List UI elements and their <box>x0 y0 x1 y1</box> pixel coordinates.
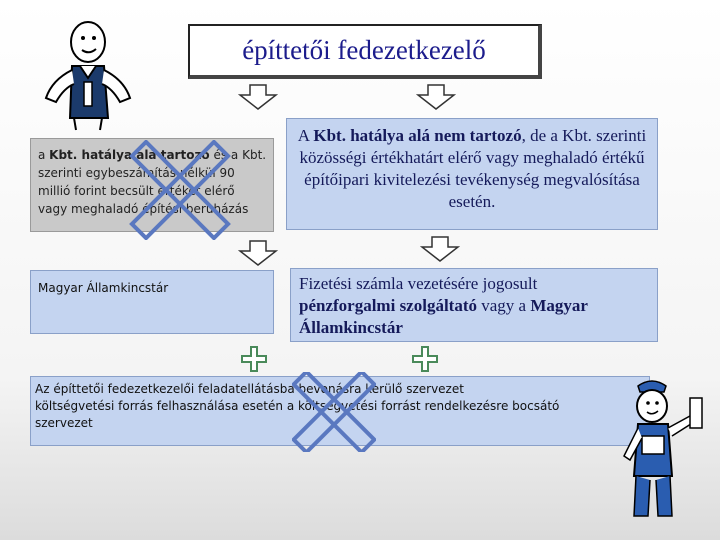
scope-box-out-kbt <box>286 118 658 230</box>
scope-rest: és a Kbt. szerinti egybeszámítás nélkül 90 millió forint becsült értéket elérő vagy meghaladó építési beruházás <box>38 148 267 216</box>
painter-figure-icon <box>620 376 716 526</box>
scope-prefix: A <box>297 126 314 145</box>
scope-rest: , de a Kbt. szerinti közösségi értékhatárt elérő vagy meghaladó értékű építőipari kivitelezési tevékenység megvalósítása esetén. <box>299 126 647 211</box>
worker-figure-icon <box>36 20 136 132</box>
result-line: Fizetési számla vezetésére jogosult <box>299 274 538 293</box>
bottom-line: költségvetési forrás felhasználása esetén a költségvetési forrást rendelkezésre bocsátó <box>35 399 560 413</box>
bottom-line: szervezet <box>35 416 93 430</box>
result-box-right <box>290 268 658 342</box>
result-mid: vagy a <box>477 296 531 315</box>
scope-bold: Kbt. hatálya alá nem tartozó <box>313 126 522 145</box>
down-arrow-icon <box>416 84 456 110</box>
cross-mark-icon <box>128 140 232 240</box>
result-bold: pénzforgalmi szolgáltató <box>299 296 477 315</box>
page-title: építtetői fedezetkezelő <box>242 35 486 65</box>
down-arrow-icon <box>238 240 278 266</box>
result-box-left <box>30 270 274 334</box>
scope-bold: Kbt. hatálya alá tartozó <box>49 148 210 162</box>
bottom-line: Az építtetői fedezetkezelői feladatellátásba bevonásra kerülő szervezet <box>35 382 464 396</box>
down-arrow-icon <box>238 84 278 110</box>
down-arrow-icon <box>420 236 460 262</box>
cross-mark-icon <box>292 372 376 452</box>
title-box <box>188 24 542 79</box>
result-text: Magyar Államkincstár <box>38 281 169 295</box>
scope-prefix: a <box>38 148 50 162</box>
plus-icon <box>411 345 439 373</box>
result-bold: Magyar Államkincstár <box>299 296 588 337</box>
plus-icon <box>240 345 268 373</box>
